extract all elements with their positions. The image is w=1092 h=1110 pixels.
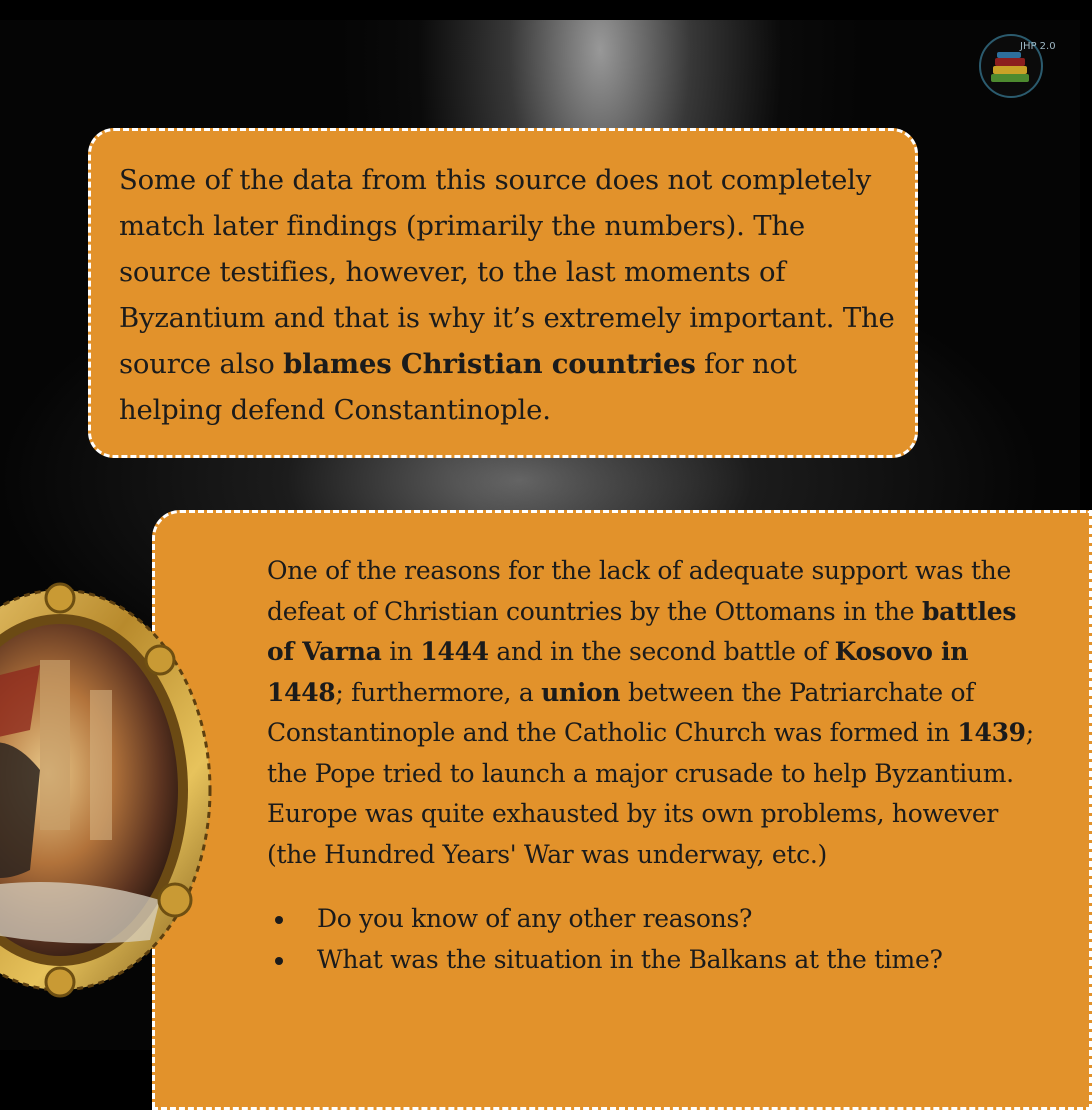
reasons-box <box>152 510 1092 1110</box>
questions-list <box>267 899 1049 980</box>
reasons-text-5: between the Patriarchate of Constantinople and the Catholic Church was formed in <box>267 677 975 747</box>
logo-text: JHP 2.0 <box>1020 41 1056 52</box>
reasons-text-6: ; the Pope tried to launch a major crusade to help Byzantium. Europe was quite exhausted by its own problems, however (the Hundred Years' War was underway, etc.) <box>267 718 1034 869</box>
reasons-text-1: One of the reasons for the lack of adequate support was the defeat of Christian countries by the Ottomans in the <box>267 556 1011 626</box>
source-note-box <box>88 128 918 458</box>
year-1444-bold: 1444 <box>420 637 489 666</box>
source-note-text-1: Some of the data from this source does not completely match later findings (primarily the numbers). The source testifies, however, to the last moments of Byzantium and that is why it’s extremely important. The source also <box>119 164 895 380</box>
source-note-bold: blames Christian countries <box>283 348 696 380</box>
reasons-text-3: and in the second battle of <box>488 637 835 666</box>
question-item: • Do you know of any other reasons? <box>297 899 1049 940</box>
union-bold: union <box>541 677 621 707</box>
kosovo-1448-bold: Kosovo in 1448 <box>267 637 969 707</box>
battles-of-varna-bold: battles of Varna <box>267 596 1017 666</box>
question-item: • What was the situation in the Balkans at the time? <box>297 940 1049 981</box>
ornate-gold-frame-painting-icon <box>0 570 220 1010</box>
reasons-text-4: ; furthermore, a <box>335 677 542 707</box>
year-1439-bold: 1439 <box>957 718 1026 747</box>
reasons-paragraph <box>267 551 1049 875</box>
books-logo-icon <box>978 30 1056 100</box>
source-note-text-2: for not helping defend Constantinople. <box>119 348 797 426</box>
reasons-text-2: in <box>381 637 421 666</box>
